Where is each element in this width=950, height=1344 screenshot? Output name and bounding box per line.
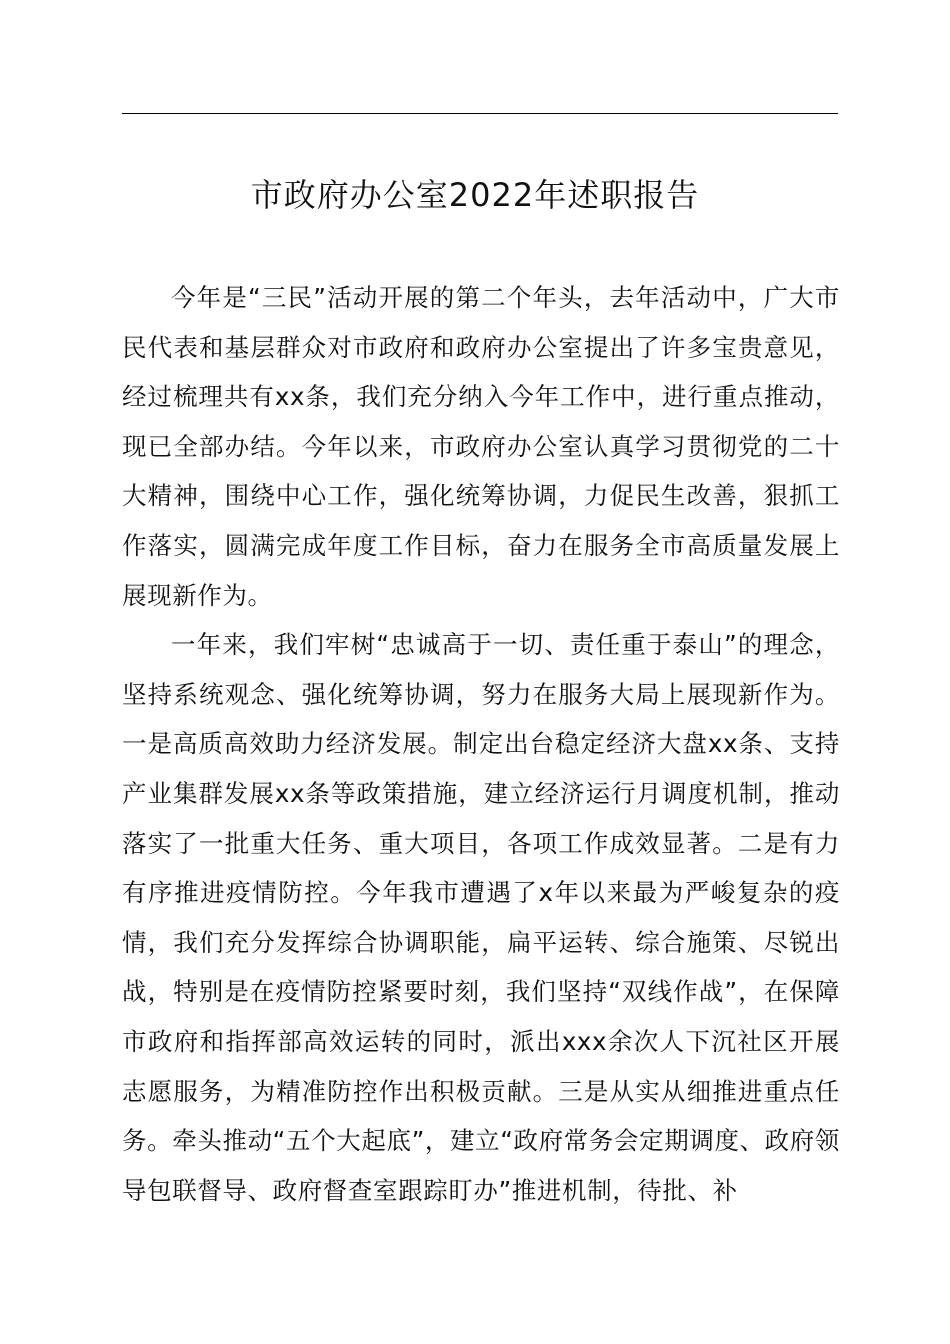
paragraph-1: 今年是“三民”活动开展的第二个年头，去年活动中，广大市民代表和基层群众对市政府和政府办公室提出了许多宝贵意见，经过梳理共有xx条，我们充分纳入今年工作中，进行重点推动，现已全部办结。今年以来，市政府办公室认真学习贯彻党的二十大精神，围绕中心工作，强化统筹协调，力促民生改善，狠抓工作落实，圆满完成年度工作目标，奋力在服务全市高质量发展上展现新作为。 — [122, 283, 840, 610]
document-body — [122, 273, 840, 1215]
document-title: 市政府办公室2022年述职报告 — [250, 176, 700, 214]
header-rule — [122, 113, 838, 114]
paragraph-2: 一年来，我们牢树“忠诚高于一切、责任重于泰山”的理念，坚持系统观念、强化统筹协调，努力在服务大局上展现新作为。一是高质高效助力经济发展。制定出台稳定经济大盘xx条、支持产业集群发展xx条等政策措施，建立经济运行月调度机制，推动落实了一批重大任务、重大项目，各项工作成效显著。二是有力有序推进疫情防控。今年我市遭遇了x年以来最为严峻复杂的疫情，我们充分发挥综合协调职能，扁平运转、综合施策、尽锐出战，特别是在疫情防控紧要时刻，我们坚持“双线作战”，在保障市政府和指挥部高效运转的同时，派出xxx余次人下沉社区开展志愿服务，为精准防控作出积极贡献。三是从实从细推进重点任务。牵头推动“五个大起底”，建立“政府常务会定期调度、政府领导包联督导、政府督查室跟踪盯办”推进机制，待批、补 — [122, 630, 840, 1205]
